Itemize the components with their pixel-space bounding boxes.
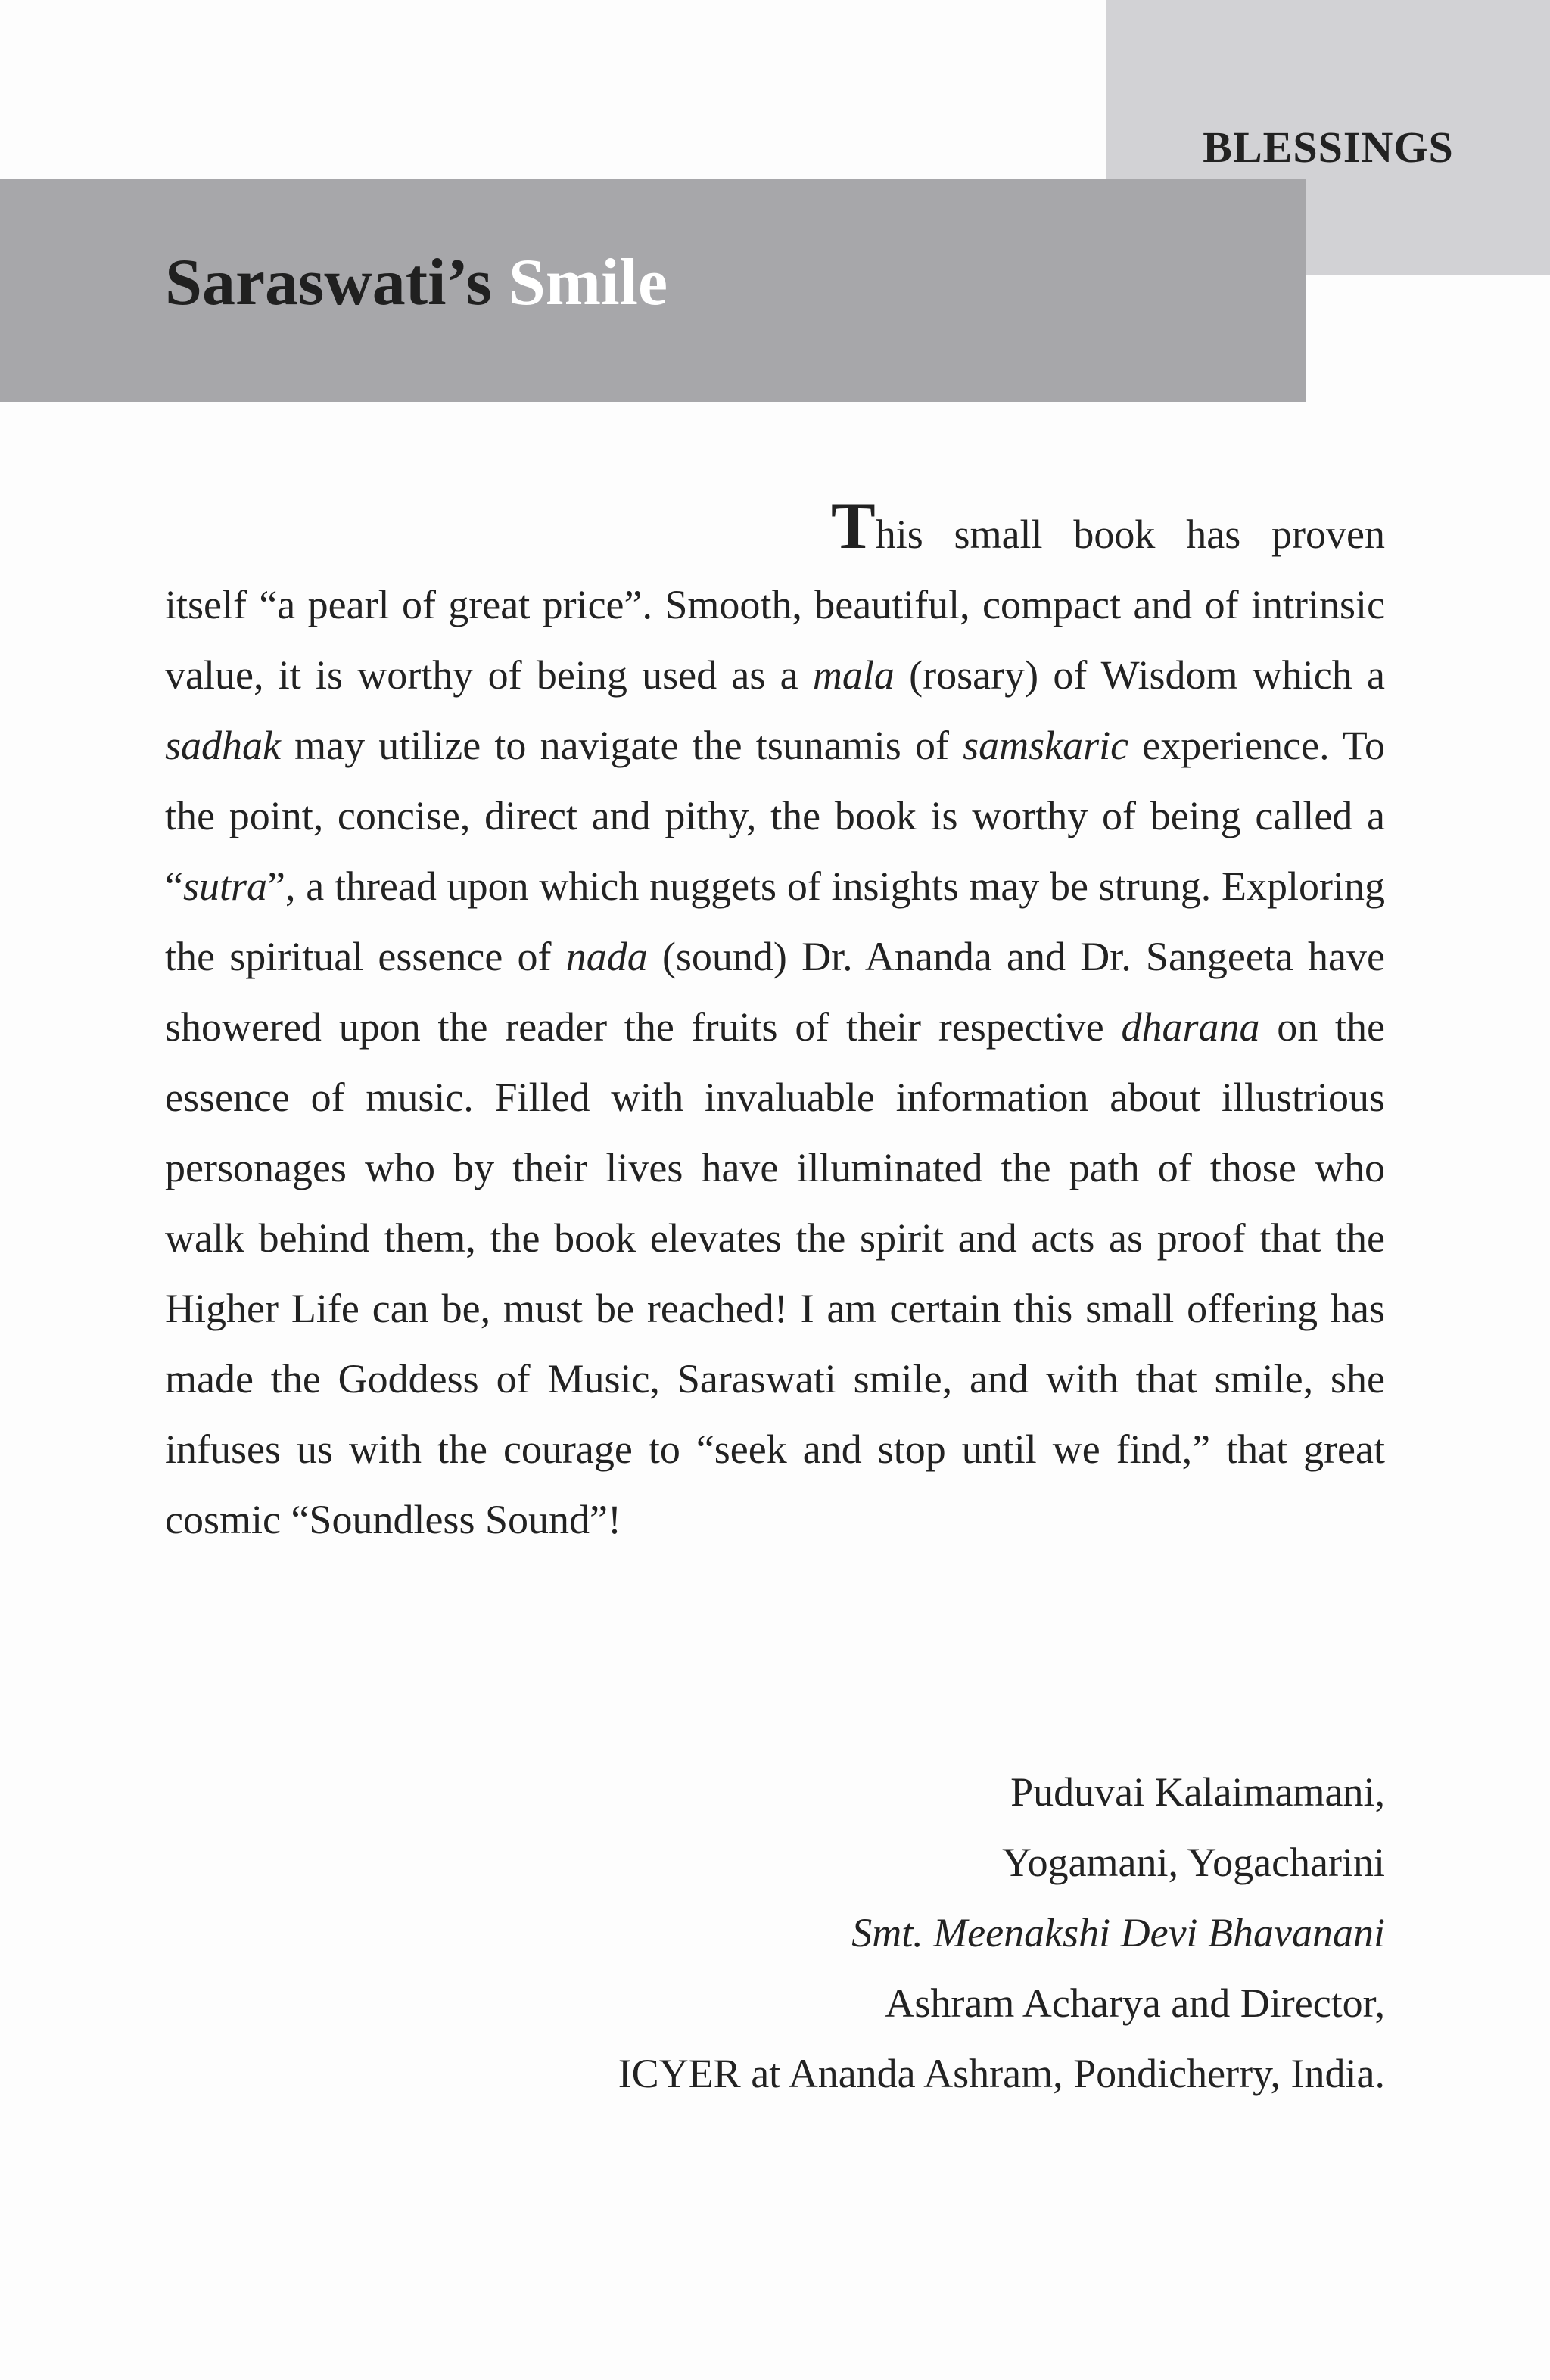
body-paragraph: [165, 490, 1385, 1555]
italic-term: samskaric: [963, 723, 1129, 768]
body-text-run: ”, a thread upon which nuggets of insights may be strung. Exploring the spiritual essence of: [165, 863, 1385, 979]
title-part-2: Smile: [508, 246, 668, 319]
body-text-run: experience. To the point, concise, direct and pithy, the book is worthy of being called a “: [165, 723, 1385, 909]
body-text-run: his small book has proven itself “a pearl of great price”. Smooth, beautiful, compact and of intrinsic value, it is worthy of being used as a: [165, 512, 1385, 698]
signature-line-1: Puduvai Kalaimamani,: [1010, 1769, 1385, 1815]
page-title: [165, 246, 668, 319]
signature-line-2: Yogamani, Yogacharini: [1001, 1840, 1385, 1885]
title-part-1: Saraswati’s: [165, 246, 509, 319]
body-text-run: on the essence of music. Filled with invaluable information about illustrious personages who by their lives have illuminated the path of those who walk behind them, the book elevates the spirit and acts as proof that the Higher Life can be, must be reached! I am certain this small offering has made the Goddess of Music, Saraswati smile, and with that smile, she infuses us with the courage to “seek and stop until we find,” that great cosmic “Soundless Sound”!: [165, 1004, 1385, 1542]
italic-term: sadhak: [165, 723, 281, 768]
body-text-run: may utilize to navigate the tsunamis of: [280, 723, 963, 768]
body-text-run: (rosary) of Wisdom which a: [894, 652, 1385, 698]
signature-name: Smt. Meenakshi Devi Bhavanani: [851, 1910, 1385, 1955]
drop-cap: T: [831, 490, 876, 563]
italic-term: dharana: [1121, 1004, 1260, 1050]
signature-line-4: Ashram Acharya and Director,: [885, 1980, 1385, 2026]
italic-term: mala: [812, 652, 895, 698]
italic-term: sutra: [182, 863, 268, 909]
body-text-run: (sound) Dr. Ananda and Dr. Sangeeta have showered upon the reader the fruits of their respective: [165, 934, 1385, 1050]
signature-line-5: ICYER at Ananda Ashram, Pondicherry, India.: [618, 2051, 1385, 2096]
signature-block: [165, 1757, 1385, 2109]
italic-term: nada: [565, 934, 648, 979]
section-label: BLESSINGS: [1203, 123, 1454, 172]
